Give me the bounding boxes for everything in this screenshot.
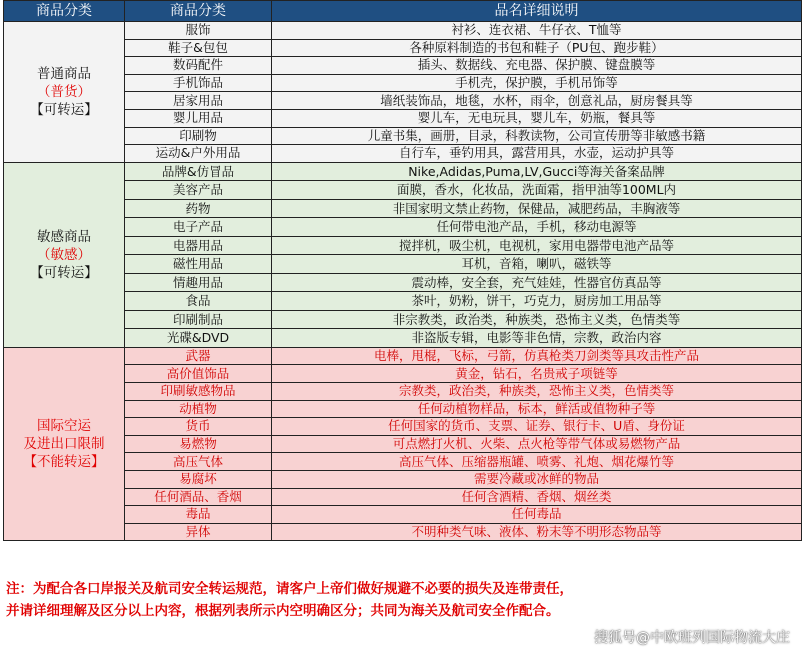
item-name-cell: 印刷物: [125, 127, 272, 145]
item-description-cell: 茶叶，奶粉，饼干，巧克力，厨房加工用品等: [272, 292, 802, 311]
item-name-cell: 鞋子&包包: [125, 39, 272, 57]
item-description-cell: 震动棒，安全套，充气娃娃，性器官仿真品等: [272, 273, 802, 292]
item-description-cell: 任何带电池产品，手机，移动电源等: [272, 218, 802, 237]
item-description-cell: 各种原料制造的书包和鞋子（PU包、跑步鞋）: [272, 39, 802, 57]
item-description-cell: 婴儿车，无电玩具，婴儿车，奶瓶，餐具等: [272, 109, 802, 127]
item-description-cell: 任何国家的货币、支票、证券、银行卡、U盾、身份证: [272, 418, 802, 436]
item-name-cell: 高压气体: [125, 453, 272, 471]
item-description-cell: 面膜，香水，化妆品，洗面霜，指甲油等100ML内: [272, 181, 802, 200]
item-description-cell: 黄金，钻石，名贵戒子项链等: [272, 365, 802, 383]
item-description-cell: 非盗版专辑，电影等非色情，宗教，政治内容: [272, 329, 802, 348]
item-name-cell: 光碟&DVD: [125, 329, 272, 348]
item-description-cell: 儿童书集，画册，目录，科教读物，公司宣传册等非敏感书籍: [272, 127, 802, 145]
item-description-cell: 非宗教类，政治类，种族类，恐怖主义类，色情类等: [272, 310, 802, 329]
group-category-cell: [4, 347, 125, 541]
item-name-cell: 动植物: [125, 400, 272, 418]
item-description-cell: 宗教类，政治类，种族类，恐怖主义类，色情类等: [272, 382, 802, 400]
source-watermark: 搜狐号@中欧班列国际物流大庄: [594, 630, 790, 646]
header-subcategory: 商品分类: [125, 1, 272, 22]
goods-classification-table: [3, 0, 802, 541]
group-category-cell: [4, 22, 125, 163]
item-name-cell: 印刷敏感物品: [125, 382, 272, 400]
item-name-cell: 运动&户外用品: [125, 145, 272, 163]
item-description-cell: 任何动植物样品，标本，鲜活或值物种子等: [272, 400, 802, 418]
item-name-cell: 磁性用品: [125, 255, 272, 274]
item-name-cell: 印刷制品: [125, 310, 272, 329]
item-name-cell: 药物: [125, 199, 272, 218]
item-name-cell: 任何酒品、香烟: [125, 488, 272, 506]
item-name-cell: 武器: [125, 347, 272, 365]
item-description-cell: 非国家明文禁止药物，保健品，减肥药品，丰胸液等: [272, 199, 802, 218]
category-line: 【可转运】: [30, 264, 98, 281]
item-name-cell: 数码配件: [125, 57, 272, 75]
group-category-cell: [4, 162, 125, 347]
item-name-cell: 异体: [125, 523, 272, 541]
item-name-cell: 毒品: [125, 506, 272, 524]
category-line: 及进出口限制: [23, 436, 105, 453]
item-description-cell: 插头、数据线、充电器、保护膜、键盘膜等: [272, 57, 802, 75]
item-description-cell: 高压气体、压缩器瓶罐、喷雾、礼炮、烟花爆竹等: [272, 453, 802, 471]
item-name-cell: 手机饰品: [125, 74, 272, 92]
item-description-cell: 手机壳，保护膜，手机吊饰等: [272, 74, 802, 92]
table-row: [4, 347, 802, 365]
item-name-cell: 服饰: [125, 22, 272, 40]
item-description-cell: 搅拌机，吸尘机，电视机，家用电器带电池产品等: [272, 236, 802, 255]
item-description-cell: Nike,Adidas,Puma,LV,Gucci等海关备案品牌: [272, 162, 802, 181]
item-name-cell: 情趣用品: [125, 273, 272, 292]
item-description-cell: 电棒，甩棍，飞标，弓箭，仿真枪类刀剑类等具攻击性产品: [272, 347, 802, 365]
item-description-cell: 衬衫、连衣裙、牛仔衣、T恤等: [272, 22, 802, 40]
item-description-cell: 自行车，垂钓用具，露营用具，水壶，运动护具等: [272, 145, 802, 163]
notice-line-1: 注：为配合各口岸报关及航司安全转运规范，请客户上帝们做好规避不必要的损失及连带责任，: [6, 581, 573, 597]
item-description-cell: 可点燃打火机、火柴、点火枪等带气体或易燃物产品: [272, 435, 802, 453]
category-line: （敏感）: [37, 246, 91, 263]
category-line: 普通商品: [37, 65, 91, 82]
item-name-cell: 品牌&仿冒品: [125, 162, 272, 181]
item-name-cell: 婴儿用品: [125, 109, 272, 127]
header-description: 品名详细说明: [272, 1, 802, 22]
category-line: 【不能转运】: [23, 454, 105, 471]
header-category: 商品分类: [4, 1, 125, 22]
category-line: 国际空运: [37, 418, 91, 435]
item-description-cell: 任何毒品: [272, 506, 802, 524]
item-description-cell: 不明种类气味、液体、粉末等不明形态物品等: [272, 523, 802, 541]
category-line: 【可转运】: [30, 101, 98, 118]
notice-line-2: 并请详细理解及区分以上内容，根据列表所示内空明确区分；共同为海关及航司安全作配合。: [6, 603, 560, 619]
table-row: [4, 22, 802, 40]
item-name-cell: 食品: [125, 292, 272, 311]
item-description-cell: 墙纸装饰品，地毯，水杯，雨伞，创意礼品，厨房餐具等: [272, 92, 802, 110]
item-name-cell: 高价值饰品: [125, 365, 272, 383]
category-line: 敏感商品: [37, 228, 91, 245]
item-name-cell: 电器用品: [125, 236, 272, 255]
category-line: （普货）: [37, 83, 91, 100]
item-name-cell: 居家用品: [125, 92, 272, 110]
item-name-cell: 易腐坏: [125, 470, 272, 488]
item-name-cell: 货币: [125, 418, 272, 436]
item-name-cell: 美容产品: [125, 181, 272, 200]
item-description-cell: 需要冷藏或冰鲜的物品: [272, 470, 802, 488]
item-name-cell: 电子产品: [125, 218, 272, 237]
table-row: [4, 162, 802, 181]
item-description-cell: 任何含酒精、香烟、烟丝类: [272, 488, 802, 506]
item-name-cell: 易燃物: [125, 435, 272, 453]
table-header-row: [4, 1, 802, 22]
item-description-cell: 耳机，音箱，喇叭，磁铁等: [272, 255, 802, 274]
notice-text: [6, 578, 796, 622]
